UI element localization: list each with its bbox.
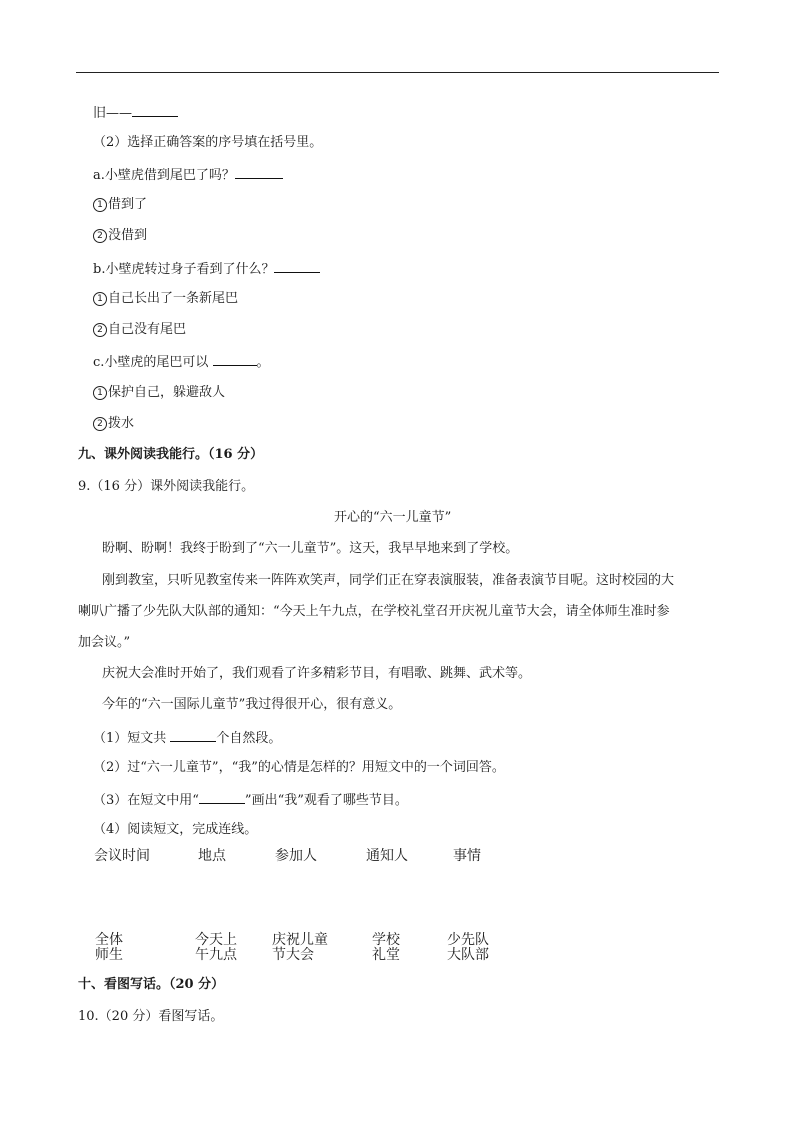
q2b-question: b.小壁虎转过身子看到了什么？	[93, 260, 320, 278]
fill-blank[interactable]	[235, 166, 283, 179]
question-10: 10.（20 分）看图写话。	[78, 1009, 224, 1024]
circled-number-icon: 1	[93, 386, 107, 400]
match-item-participants[interactable]: 全体 师生	[95, 932, 123, 963]
circled-number-icon: 1	[93, 292, 107, 306]
passage-para-2-line-2: 喇叭广播了少先队大队部的通知：“今天上午九点，在学校礼堂召开庆祝儿童节大会，请全体师生准时参	[78, 604, 670, 619]
q2c-option-2[interactable]: 2 拨水	[93, 416, 134, 432]
fill-blank[interactable]	[170, 729, 216, 742]
match-header-notifier: 通知人	[366, 848, 408, 864]
match-item-place[interactable]: 学校 礼堂	[372, 932, 400, 963]
passage-para-3: 庆祝大会准时开始了，我们观看了许多精彩节目，有唱歌、跳舞、武术等。	[102, 666, 532, 681]
answer-line-jiu	[93, 104, 178, 122]
passage-title: 开心的“六一儿童节”	[334, 510, 452, 525]
circled-number-icon: 2	[93, 229, 107, 243]
match-item-time[interactable]: 今天上 午九点	[195, 932, 237, 963]
sub-question-4: （4）阅读短文，完成连线。	[93, 822, 258, 837]
sub-question-1: （1）短文共 个自然段。	[93, 731, 282, 746]
match-header-event: 事情	[453, 848, 481, 864]
circled-number-icon: 2	[93, 417, 107, 431]
q2a-question: a.小壁虎借到尾巴了吗？	[93, 166, 283, 184]
sub-question-3: （3）在短文中用“ ”画出“我”观看了哪些节目。	[93, 793, 408, 808]
q2-instruction: （2）选择正确答案的序号填在括号里。	[93, 135, 323, 150]
passage-para-4: 今年的“六一国际儿童节”我过得很开心，很有意义。	[102, 697, 402, 712]
fill-blank[interactable]	[132, 104, 178, 117]
passage-para-1: 盼啊、盼啊！我终于盼到了“六一儿童节”。这天，我早早地来到了学校。	[102, 541, 519, 556]
section-10-heading: 十、看图写话。（20 分）	[78, 977, 225, 992]
q2c-option-1[interactable]: 1 保护自己，躲避敌人	[93, 385, 225, 401]
circled-number-icon: 1	[93, 198, 107, 212]
match-header-place: 地点	[198, 848, 226, 864]
match-header-time: 会议时间	[94, 848, 150, 864]
passage-para-2-line-3: 加会议。”	[78, 635, 131, 650]
section-9-heading: 九、课外阅读我能行。（16 分）	[78, 447, 264, 462]
sub-question-2: （2）过“六一儿童节”，“我”的心情是怎样的？用短文中的一个词回答。	[93, 760, 505, 775]
circled-number-icon: 2	[93, 323, 107, 337]
q2a-option-1[interactable]: 1 借到了	[93, 197, 147, 213]
passage-para-2-line-1: 刚到教室，只听见教室传来一阵阵欢笑声，同学们正在穿表演服装，准备表演节目呢。这时校园的大	[102, 573, 675, 588]
fill-blank[interactable]	[199, 791, 245, 804]
fill-blank[interactable]	[213, 353, 257, 366]
q2b-option-2[interactable]: 2 自己没有尾巴	[93, 322, 186, 338]
match-header-participants: 参加人	[275, 848, 317, 864]
q2b-option-1[interactable]: 1 自己长出了一条新尾巴	[93, 291, 238, 307]
question-9: 9.（16 分）课外阅读我能行。	[78, 479, 255, 494]
q2c-question: c.小壁虎的尾巴可以 。	[93, 355, 270, 370]
fill-blank[interactable]	[274, 260, 320, 273]
word-jiu: 旧——	[93, 106, 133, 121]
q2a-option-2[interactable]: 2 没借到	[93, 228, 147, 244]
header-rule	[76, 72, 719, 73]
match-item-event[interactable]: 庆祝儿童 节大会	[272, 932, 328, 963]
match-item-notifier[interactable]: 少先队 大队部	[447, 932, 489, 963]
